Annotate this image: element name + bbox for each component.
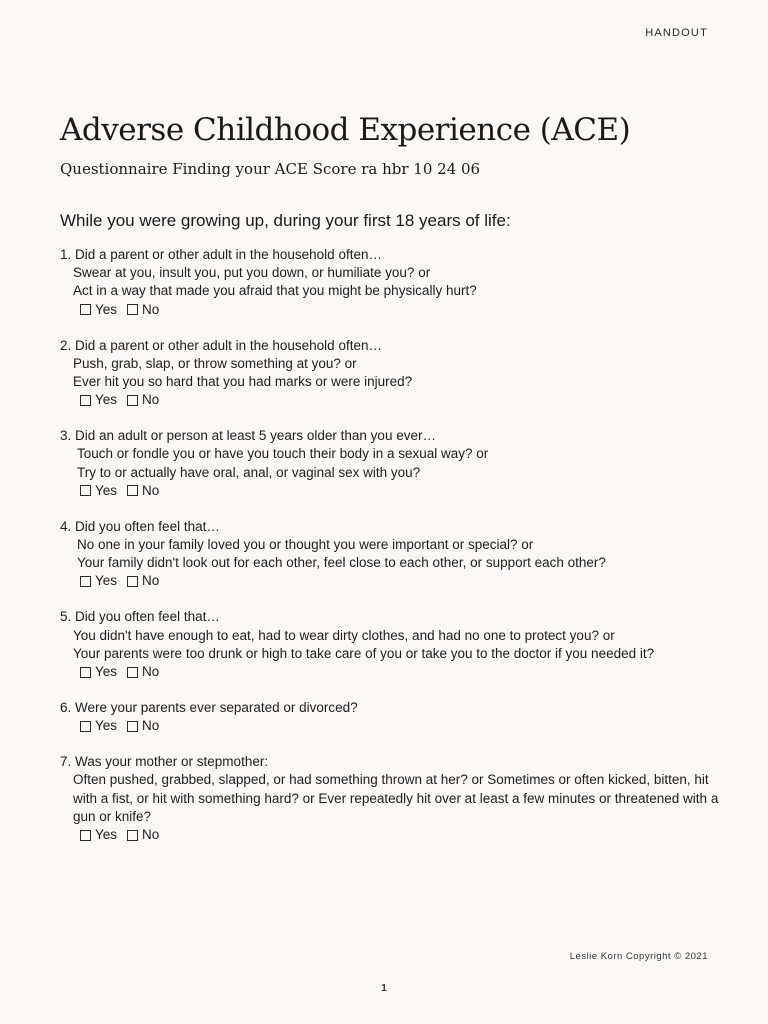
checkbox-box[interactable] [80, 485, 91, 496]
answer-options [60, 482, 720, 500]
answer-options [60, 717, 720, 735]
no-checkbox[interactable] [127, 717, 159, 735]
question-3 [60, 427, 720, 500]
checkbox-box[interactable] [80, 830, 91, 841]
question-line: Swear at you, insult you, put you down, or humiliate you? or [73, 265, 431, 281]
question-line: Your parents were too drunk or high to take care of you or take you to the doctor if you needed it? [73, 645, 655, 661]
no-label: No [142, 718, 160, 734]
yes-checkbox[interactable] [80, 572, 117, 590]
yes-checkbox[interactable] [80, 301, 117, 319]
question-line: You didn't have enough to eat, had to wear dirty clothes, and had no one to protect you? or [73, 627, 615, 643]
checkbox-box[interactable] [80, 667, 91, 678]
question-6 [60, 699, 720, 735]
checkbox-box[interactable] [80, 304, 91, 315]
checkbox-box[interactable] [80, 395, 91, 406]
question-lead: 3. Did an adult or person at least 5 years older than you ever… [60, 428, 436, 444]
yes-label: Yes [95, 392, 118, 408]
yes-checkbox[interactable] [80, 717, 117, 735]
question-list [60, 246, 720, 862]
checkbox-box[interactable] [127, 304, 138, 315]
question-line: Your family didn't look out for each other, feel close to each other, or support each other? [77, 555, 606, 571]
no-label: No [142, 573, 160, 589]
no-label: No [142, 826, 160, 842]
checkbox-box[interactable] [127, 667, 138, 678]
yes-checkbox[interactable] [80, 826, 117, 844]
yes-checkbox[interactable] [80, 391, 117, 409]
checkbox-box[interactable] [127, 576, 138, 587]
checkbox-box[interactable] [127, 485, 138, 496]
question-lead: 1. Did a parent or other adult in the household often… [60, 247, 382, 262]
no-checkbox[interactable] [127, 826, 159, 844]
question-line: Often pushed, grabbed, slapped, or had something thrown at her? or Sometimes or often kicked, bitten, hit with a fist, or hit with something hard? or Ever repeatedly hit over at least a few minutes or threatened with a gun or knife? [73, 772, 719, 824]
question-lead: 5. Did you often feel that… [60, 609, 220, 625]
yes-label: Yes [95, 482, 118, 498]
answer-options [60, 572, 720, 590]
question-line: Ever hit you so hard that you had marks or were injured? [73, 374, 413, 390]
question-lead: 4. Did you often feel that… [60, 518, 220, 534]
no-checkbox[interactable] [127, 572, 159, 590]
question-lead: 6. Were your parents ever separated or divorced? [60, 700, 358, 716]
yes-checkbox[interactable] [80, 663, 117, 681]
question-2 [60, 337, 720, 410]
no-checkbox[interactable] [127, 663, 159, 681]
question-line: Act in a way that made you afraid that you might be physically hurt? [73, 283, 477, 299]
answer-options [60, 826, 720, 844]
checkbox-box[interactable] [127, 830, 138, 841]
question-1 [60, 246, 720, 319]
question-4 [60, 518, 720, 591]
checkbox-box[interactable] [80, 721, 91, 732]
answer-options [60, 663, 720, 681]
yes-label: Yes [95, 301, 118, 317]
question-lead: 7. Was your mother or stepmother: [60, 754, 269, 770]
question-line: Try to or actually have oral, anal, or vaginal sex with you? [77, 464, 421, 480]
question-line: Push, grab, slap, or throw something at you? or [73, 355, 357, 371]
question-7 [60, 753, 720, 844]
questionnaire-intro: While you were growing up, during your first 18 years of life: [60, 211, 511, 230]
yes-label: Yes [95, 826, 118, 842]
answer-options [60, 391, 720, 409]
question-line: No one in your family loved you or thought you were important or special? or [77, 537, 534, 553]
document-title: Adverse Childhood Experience (ACE) [60, 112, 631, 148]
no-label: No [142, 392, 160, 408]
checkbox-box[interactable] [80, 576, 91, 587]
question-lead: 2. Did a parent or other adult in the household often… [60, 337, 382, 353]
page-number: 1 [381, 983, 387, 994]
handout-label: HANDOUT [645, 27, 708, 39]
no-checkbox[interactable] [127, 391, 159, 409]
yes-label: Yes [95, 663, 118, 679]
document-subtitle: Questionnaire Finding your ACE Score ra hbr 10 24 06 [60, 160, 481, 178]
no-checkbox[interactable] [127, 301, 159, 319]
yes-label: Yes [95, 718, 118, 734]
checkbox-box[interactable] [127, 721, 138, 732]
no-label: No [142, 482, 160, 498]
checkbox-box[interactable] [127, 395, 138, 406]
no-label: No [142, 663, 160, 679]
question-5 [60, 608, 720, 681]
no-checkbox[interactable] [127, 482, 159, 500]
question-line: Touch or fondle you or have you touch their body in a sexual way? or [77, 446, 489, 462]
yes-label: Yes [95, 573, 118, 589]
answer-options [60, 301, 720, 319]
copyright-notice: Leslie Korn Copyright © 2021 [569, 951, 708, 962]
no-label: No [142, 301, 160, 317]
yes-checkbox[interactable] [80, 482, 117, 500]
